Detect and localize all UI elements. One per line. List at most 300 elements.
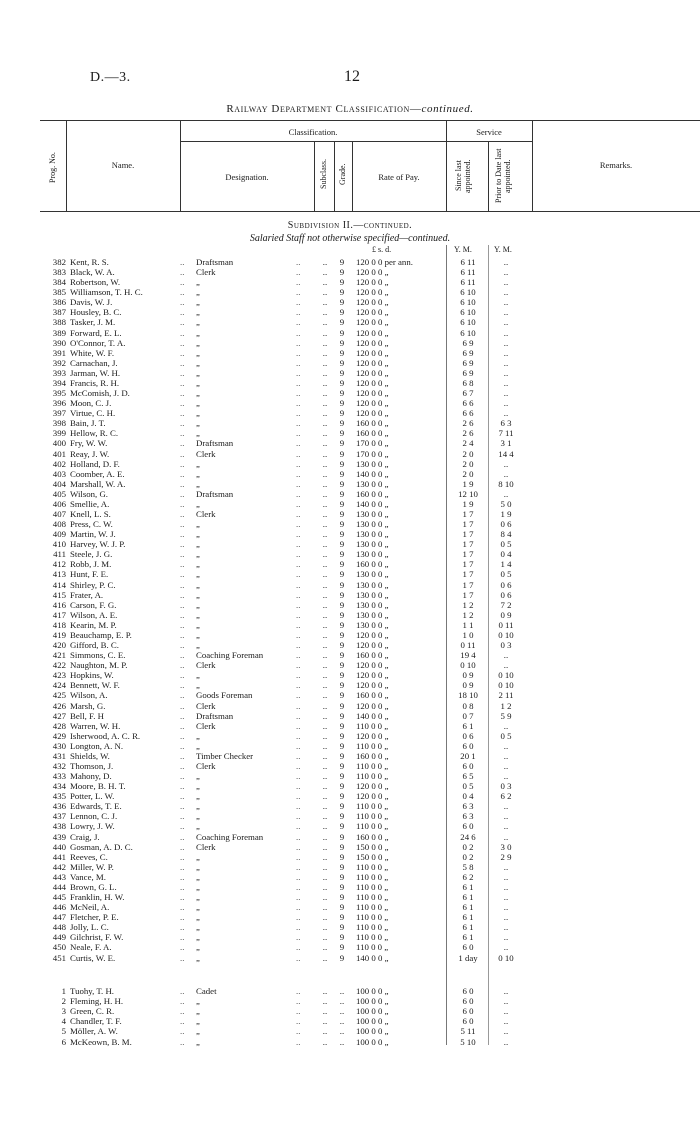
leader-dots: .. [180,448,185,459]
prog-number: 397 [52,408,66,419]
rate-of-pay: 150 0 0 „ [356,841,389,852]
service-since-last: 6 0 [462,1006,474,1017]
leader-dots: .. [296,327,301,338]
subclass: .. [322,680,328,691]
header-grade: Grade. [338,163,347,185]
prog-number: 432 [52,761,66,771]
designation: „ [196,771,200,782]
leader-dots: .. [296,710,301,721]
service-prior: .. [503,377,509,388]
staff-name: Simmons, C. E. [70,650,126,661]
prog-number: 418 [52,619,66,630]
leader-dots: .. [296,478,301,489]
rate-of-pay: 110 0 0 „ [356,771,389,782]
designation: „ [196,559,200,570]
designation: „ [196,912,200,923]
designation: „ [196,1026,200,1037]
staff-name: Tuohy, T. H. [70,986,114,996]
service-prior: 0 5 [500,539,512,550]
service-since-last: 6 1 [462,912,474,923]
subclass: .. [322,599,328,610]
subclass: .. [322,700,328,711]
rate-of-pay: 130 0 0 „ [356,619,389,630]
rate-of-pay: 120 0 0 „ [356,408,389,419]
rate-of-pay: 120 0 0 „ [356,307,389,318]
prog-number: 421 [52,650,66,661]
title-continued: continued. [421,103,474,115]
leader-dots: .. [296,811,301,822]
header-since-last: Since last appointed. [454,159,472,193]
leader-dots: .. [180,418,185,429]
header-remarks: Remarks. [599,160,633,170]
leader-dots: .. [296,277,301,288]
prog-number: 3 [61,1006,66,1017]
rate-of-pay: 120 0 0 „ [356,680,389,691]
service-prior: 0 10 [498,670,514,681]
grade: 9 [339,388,345,399]
staff-name: Brown, G. L. [70,881,117,892]
leader-dots: .. [180,478,185,489]
rate-of-pay: 130 0 0 „ [356,579,389,590]
prog-number: 398 [52,418,66,429]
rate-of-pay: 100 0 0 „ [356,1016,389,1027]
rate-of-pay: 120 0 0 „ [356,367,389,378]
rate-of-pay: 110 0 0 „ [356,942,389,953]
rate-of-pay: 120 0 0 „ [356,337,389,348]
header-bottom-rule [40,211,700,212]
designation: „ [196,599,200,610]
prog-number: 422 [52,660,66,671]
service-since-last: 1 7 [462,539,474,550]
service-since-last: 1 7 [462,509,474,519]
leader-dots: .. [296,539,301,550]
service-since-last: 19 4 [460,650,476,661]
prog-number: 4 [61,1016,66,1027]
leader-dots: .. [180,357,185,368]
col-divider-7 [488,141,489,211]
staff-name: Steele, J. G. [70,549,113,560]
leader-dots: .. [180,569,185,580]
leader-dots: .. [180,912,185,923]
subclass: .. [322,398,328,409]
service-since-last: 6 0 [462,821,474,832]
designation: Goods Foreman [196,690,253,701]
staff-name: Bell, F. H [70,710,104,721]
service-since-last: 0 8 [462,700,474,711]
prog-number: 404 [52,478,66,489]
header-name: Name. [111,160,135,170]
subclass: .. [322,559,328,570]
grade: 9 [339,922,345,933]
leader-dots: .. [180,996,185,1007]
staff-name: Williamson, T. H. C. [70,287,143,298]
staff-name: Harvey, W. J. P. [70,539,126,550]
service-since-last: 24 6 [460,831,476,842]
subclass: .. [322,720,328,731]
prog-number: 400 [52,438,66,449]
subdivision-title-text: Subdivision II.—continued. [287,220,413,231]
designation: „ [196,297,200,308]
designation: Clerk [196,700,216,711]
prog-number: 436 [52,801,66,812]
leader-dots: .. [180,750,185,761]
leader-dots: .. [296,317,301,328]
rate-of-pay: 110 0 0 „ [356,932,389,943]
service-since-last: 1 7 [462,569,474,580]
leader-dots: .. [296,750,301,761]
rate-of-pay: 130 0 0 „ [356,549,389,560]
service-prior: .. [503,1016,509,1027]
leader-dots: .. [296,589,301,600]
prog-number: 391 [52,347,66,358]
prog-number: 430 [52,740,66,751]
leader-dots: .. [180,408,185,419]
service-since-last: 2 6 [462,428,474,439]
service-prior: .. [503,327,509,338]
rate-of-pay: 120 0 0 „ [356,377,389,388]
designation: „ [196,377,200,388]
subclass: .. [322,488,328,499]
designation: „ [196,892,200,903]
grade: 9 [339,589,345,600]
staff-name: Black, W. A. [70,267,115,278]
leader-dots: .. [180,881,185,892]
grade: 9 [339,377,345,388]
designation: Draftsman [196,710,234,721]
grade: 9 [339,912,345,923]
prog-number: 399 [52,428,66,439]
subclass: .. [322,996,328,1007]
staff-name: Robertson, W. [70,277,121,288]
service-prior: 8 4 [500,529,512,540]
grade: 9 [339,619,345,630]
service-prior: .. [503,660,509,671]
rate-of-pay: 140 0 0 „ [356,710,389,721]
service-since-last: 0 5 [462,781,474,792]
service-prior: .. [503,1036,509,1047]
prog-number: 409 [52,529,66,540]
subclass: .. [322,438,328,449]
staff-name: Martin, W. J. [70,529,116,540]
subclass: .. [322,821,328,832]
header-top-rule [40,120,700,121]
designation: „ [196,932,200,943]
service-prior: .. [503,811,509,822]
subclass: .. [322,781,328,792]
service-prior: 0 4 [500,549,512,560]
service-prior: .. [503,761,509,771]
service-since-last: 1 2 [462,599,474,610]
designation: „ [196,942,200,953]
leader-dots: .. [180,902,185,913]
service-prior: .. [503,267,509,278]
subclass: .. [322,408,328,419]
service-since-last: 6 11 [460,277,476,288]
leader-dots: .. [180,458,185,469]
rate-of-pay: 160 0 0 „ [356,650,389,661]
subclass: .. [322,841,328,852]
service-since-last: 2 6 [462,418,474,429]
grade: 9 [339,458,345,469]
service-prior: .. [503,1026,509,1037]
staff-name: Craig, J. [70,831,100,842]
rate-of-pay: 120 0 0 „ [356,629,389,640]
designation: „ [196,996,200,1007]
leader-dots: .. [296,996,301,1007]
staff-name: Jarman, W. H. [70,367,121,378]
leader-dots: .. [180,986,185,996]
service-since-last: 6 1 [462,892,474,903]
subclass: .. [322,267,328,278]
designation: „ [196,740,200,751]
service-since-last: 6 0 [462,740,474,751]
designation: „ [196,519,200,530]
subclass: .. [322,468,328,479]
prog-number: 408 [52,519,66,530]
service-prior: .. [503,1006,509,1017]
subclass: .. [322,730,328,741]
service-since-last: 1 9 [462,478,474,489]
designation: „ [196,861,200,872]
rate-of-pay: 150 0 0 „ [356,851,389,862]
prog-number: 384 [52,277,66,288]
prog-number: 392 [52,357,66,368]
subclass: .. [322,539,328,550]
subclass: .. [322,629,328,640]
service-prior: 2 11 [498,690,514,701]
staff-name: Carnachan, J. [70,357,118,368]
staff-name: Wilson, G. [70,488,109,499]
header-designation: Designation. [225,172,269,182]
service-prior: 0 10 [498,629,514,640]
grade: 9 [339,367,345,378]
staff-name: Thomson, J. [70,761,114,771]
grade: 9 [339,892,345,903]
subclass: .. [322,881,328,892]
rate-of-pay: 160 0 0 „ [356,428,389,439]
col-divider-3 [314,141,315,211]
leader-dots: .. [296,730,301,741]
grade: .. [339,986,345,996]
staff-name: Miller, W. P. [70,861,114,872]
service-prior: .. [503,408,509,419]
grade: 9 [339,710,345,721]
leader-dots: .. [180,257,185,267]
leader-dots: .. [180,559,185,570]
leader-dots: .. [180,428,185,439]
leader-dots: .. [296,892,301,903]
service-prior: .. [503,912,509,923]
leader-dots: .. [180,700,185,711]
rate-of-pay: 110 0 0 „ [356,881,389,892]
rate-of-pay: 130 0 0 „ [356,509,389,519]
staff-name: McComish, J. D. [70,388,130,399]
service-since-last: 6 9 [462,367,474,378]
prog-number: 406 [52,498,66,509]
prog-number: 416 [52,599,66,610]
header-service: Service [476,127,502,137]
leader-dots: .. [296,841,301,852]
service-prior: 0 10 [498,952,514,963]
subclass: .. [322,952,328,963]
leader-dots: .. [180,297,185,308]
grade: 9 [339,347,345,358]
grade: 9 [339,468,345,479]
service-since-last: 6 11 [460,257,476,267]
grade: 9 [339,932,345,943]
service-prior: 0 11 [498,619,514,630]
leader-dots: .. [296,831,301,842]
grade: 9 [339,297,345,308]
leader-dots: .. [180,861,185,872]
leader-dots: .. [296,367,301,378]
grade: 9 [339,519,345,530]
subclass: .. [322,619,328,630]
designation: Clerk [196,720,216,731]
leader-dots: .. [180,398,185,409]
grade: 9 [339,831,345,842]
rate-of-pay: 160 0 0 „ [356,418,389,429]
prog-number: 450 [52,942,66,953]
prog-number: 438 [52,821,66,832]
designation: Coaching Foreman [196,650,264,661]
rate-of-pay: 160 0 0 „ [356,690,389,701]
leader-dots: .. [296,509,301,519]
leader-dots: .. [180,609,185,620]
leader-dots: .. [296,1016,301,1027]
prior-units: Y. M. [494,245,512,254]
service-since-last: 5 10 [460,1036,476,1047]
prog-number: 441 [52,851,66,862]
leader-dots: .. [296,448,301,459]
prog-number: 382 [52,257,66,267]
rate-of-pay: 130 0 0 „ [356,609,389,620]
designation: „ [196,337,200,348]
grade: 9 [339,720,345,731]
designation: „ [196,367,200,378]
staff-name: Robb, J. M. [70,559,112,570]
prog-number: 387 [52,307,66,318]
leader-dots: .. [180,347,185,358]
leader-dots: .. [296,902,301,913]
service-since-last: 6 2 [462,871,474,882]
header-classification: Classification. [288,127,338,137]
rate-of-pay: 120 0 0 „ [356,730,389,741]
leader-dots: .. [296,791,301,802]
grade: 9 [339,327,345,338]
service-prior: .. [503,347,509,358]
service-since-last: 6 6 [462,408,474,419]
subclass: .. [322,710,328,721]
staff-name: Coomber, A. E. [70,468,125,479]
designation: „ [196,418,200,429]
leader-dots: .. [296,771,301,782]
prog-number: 420 [52,640,66,651]
rate-of-pay: 130 0 0 „ [356,529,389,540]
grade: 9 [339,529,345,540]
service-prior: .. [503,287,509,298]
designation: „ [196,781,200,792]
designation: „ [196,881,200,892]
service-since-last: 20 1 [460,750,476,761]
grade: 9 [339,791,345,802]
service-prior: .. [503,488,509,499]
leader-dots: .. [296,529,301,540]
subclass: .. [322,367,328,378]
service-since-last: 6 10 [460,297,476,308]
rate-of-pay: 100 0 0 „ [356,986,389,996]
service-since-last: 1 7 [462,549,474,560]
grade: 9 [339,902,345,913]
prog-number: 442 [52,861,66,872]
designation: „ [196,277,200,288]
leader-dots: .. [296,488,301,499]
staff-name: Francis, R. H. [70,377,120,388]
designation: „ [196,428,200,439]
subclass: .. [322,337,328,348]
leader-dots: .. [296,297,301,308]
service-rule [446,141,532,142]
leader-dots: .. [180,761,185,771]
service-prior: .. [503,257,509,267]
service-since-last: 6 0 [462,942,474,953]
service-since-last: 5 8 [462,861,474,872]
subclass: .. [322,357,328,368]
leader-dots: .. [296,569,301,580]
rate-of-pay: 130 0 0 „ [356,458,389,469]
service-prior: .. [503,357,509,368]
subclass: .. [322,529,328,540]
page-number: 12 [344,68,360,85]
designation: „ [196,670,200,681]
service-since-last: 6 10 [460,287,476,298]
subclass: .. [322,740,328,751]
service-prior: .. [503,388,509,399]
service-since-last: 0 4 [462,791,474,802]
grade: 9 [339,841,345,852]
header-subclass: Subclass. [319,159,328,189]
staff-name: Bain, J. T. [70,418,106,429]
header-prog-no: Prog. No. [48,152,57,184]
leader-dots: .. [180,377,185,388]
grade: 9 [339,337,345,348]
leader-dots: .. [180,781,185,792]
classification-rule [180,141,446,142]
subclass: .. [322,801,328,812]
designation: Clerk [196,660,216,671]
grade: 9 [339,640,345,651]
service-since-last: 0 11 [460,640,476,651]
leader-dots: .. [180,791,185,802]
service-prior: 14 4 [498,448,514,459]
subclass: .. [322,579,328,590]
prog-number: 414 [52,579,66,590]
rate-of-pay: 100 0 0 „ [356,1026,389,1037]
leader-dots: .. [180,468,185,479]
service-prior: 0 6 [500,579,512,590]
leader-dots: .. [296,821,301,832]
leader-dots: .. [296,428,301,439]
grade: 9 [339,357,345,368]
document-reference: D.—3. [90,70,131,85]
grade: 9 [339,700,345,711]
rate-of-pay: 120 0 0 „ [356,388,389,399]
service-prior: 0 6 [500,519,512,530]
service-prior: .. [503,720,509,731]
service-prior: 7 2 [500,599,512,610]
subdivision-title [0,220,700,231]
staff-name: Chandler, T. F. [70,1016,122,1027]
